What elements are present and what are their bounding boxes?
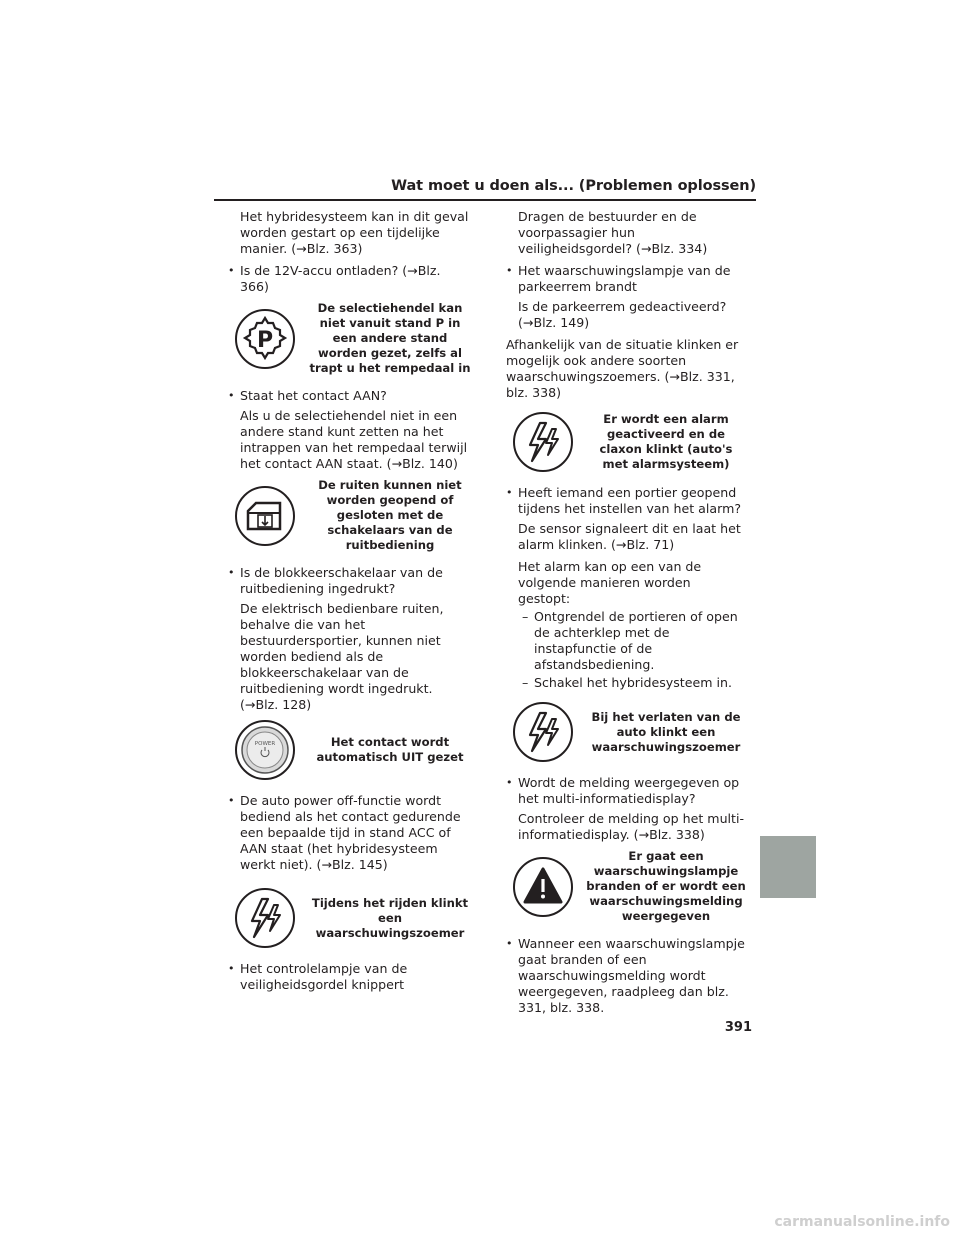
paragraph: Het hybridesysteem kan in dit geval worden gestart op een tijdelijke manier. (→Blz. 363) — [240, 209, 469, 256]
bullet-item: • Het controlelampje van de veiligheidsgordel knippert — [228, 961, 472, 993]
callout-driving-buzzer — [228, 887, 472, 949]
callout-leaving — [506, 701, 746, 763]
zoemer-icon — [234, 887, 296, 949]
dash-item: – Ontgrendel de portieren of open de achterklep met de instapfunctie of de afstandsbediening. — [506, 609, 746, 673]
paragraph: Dragen de bestuurder en de voorpassagier hun veiligheidsgordel? (→Blz. 334) — [518, 209, 708, 256]
callout-title: Tijdens het rijden klinkt een waarschuwingszoemer — [311, 895, 469, 940]
zoemer-icon — [512, 411, 574, 473]
window-lock-icon — [234, 485, 296, 547]
left-column — [228, 209, 472, 997]
bullet-item: • Wordt de melding weergegeven op het multi-informatiedisplay? — [506, 775, 746, 807]
paragraph: Als u de selectiehendel niet in een andere stand kunt zetten na het intrappen van het rempedaal terwijl het contact AAN staat. (→Blz. 140) — [240, 408, 468, 471]
callout-title: Er wordt een alarm geactiveerd en de claxon klinkt (auto's met alarmsysteem) — [599, 412, 733, 471]
paragraph: De elektrisch bedienbare ruiten, behalve die van het bestuurdersportier, kunnen niet worden bediend als de blokkeerschakelaar van de ruitbediening wordt ingedrukt. (→Blz. 128) — [240, 601, 444, 712]
bullet-item: • De auto power off-functie wordt bediend als het contact gedurende een bepaalde tijd in stand ACC of AAN staat (het hybridesysteem werkt niet). (→Blz. 145) — [228, 793, 472, 873]
callout-power — [228, 719, 472, 781]
bullet-item: • Heeft iemand een portier geopend tijdens het instellen van het alarm? — [506, 485, 746, 517]
callout-title: De ruiten kunnen niet worden geopend of gesloten met de schakelaars van de ruitbediening — [318, 478, 462, 552]
zoemer-icon — [512, 701, 574, 763]
paragraph: Het alarm kan op een van de volgende manieren worden gestopt: — [518, 559, 702, 606]
callout-alarm — [506, 411, 746, 473]
callout-title: Bij het verlaten van de auto klinkt een waarschuwingszoemer — [591, 709, 741, 754]
chapter-tab — [760, 836, 816, 898]
watermark: carmanualsonline.info — [774, 1214, 950, 1230]
right-column — [506, 209, 746, 1020]
gear-p-icon — [234, 308, 296, 370]
bullet-item: • Wanneer een waarschuwingslampje gaat branden of een waarschuwingsmelding wordt weergegeven, raadpleeg dan blz. 331, blz. 338. — [506, 936, 746, 1016]
bullet-item: • Is de blokkeerschakelaar van de ruitbediening ingedrukt? — [228, 565, 472, 597]
svg-text:POWER: POWER — [254, 741, 276, 747]
paragraph: Is de parkeerrem gedeactiveerd? (→Blz. 149) — [518, 299, 727, 330]
header-rule — [214, 199, 756, 201]
paragraph: Afhankelijk van de situatie klinken er mogelijk ook andere soorten waarschuwingszoemers. (→Blz. 331, blz. 338) — [506, 337, 739, 400]
page-title: Wat moet u doen als... (Problemen oplossen) — [391, 178, 756, 194]
bullet-item: • Het waarschuwingslampje van de parkeerrem brandt — [506, 263, 746, 295]
callout-warning — [506, 849, 746, 924]
callout-selector — [228, 301, 472, 376]
callout-title: Er gaat een waarschuwingslampje branden of er wordt een waarschuwingsmelding weergegeven — [586, 849, 746, 923]
callout-title: Het contact wordt automatisch UIT gezet — [316, 735, 464, 764]
callout-windows — [228, 478, 472, 553]
dash-item: – Schakel het hybridesysteem in. — [506, 675, 746, 691]
page-number: 391 — [724, 1020, 752, 1035]
paragraph: De sensor signaleert dit en laat het alarm klinken. (→Blz. 71) — [518, 521, 741, 552]
power-button-icon — [234, 719, 296, 781]
warning-triangle-icon — [512, 856, 574, 918]
callout-title: De selectiehendel kan niet vanuit stand P in een andere stand worden gezet, zelfs al trapt u het rempedaal in — [309, 301, 471, 375]
svg-text:P: P — [256, 327, 274, 353]
bullet-item: • Is de 12V-accu ontladen? (→Blz. 366) — [228, 263, 472, 295]
bullet-item: • Staat het contact AAN? — [228, 388, 472, 404]
paragraph: Controleer de melding op het multi-informatiedisplay. (→Blz. 338) — [518, 811, 745, 842]
